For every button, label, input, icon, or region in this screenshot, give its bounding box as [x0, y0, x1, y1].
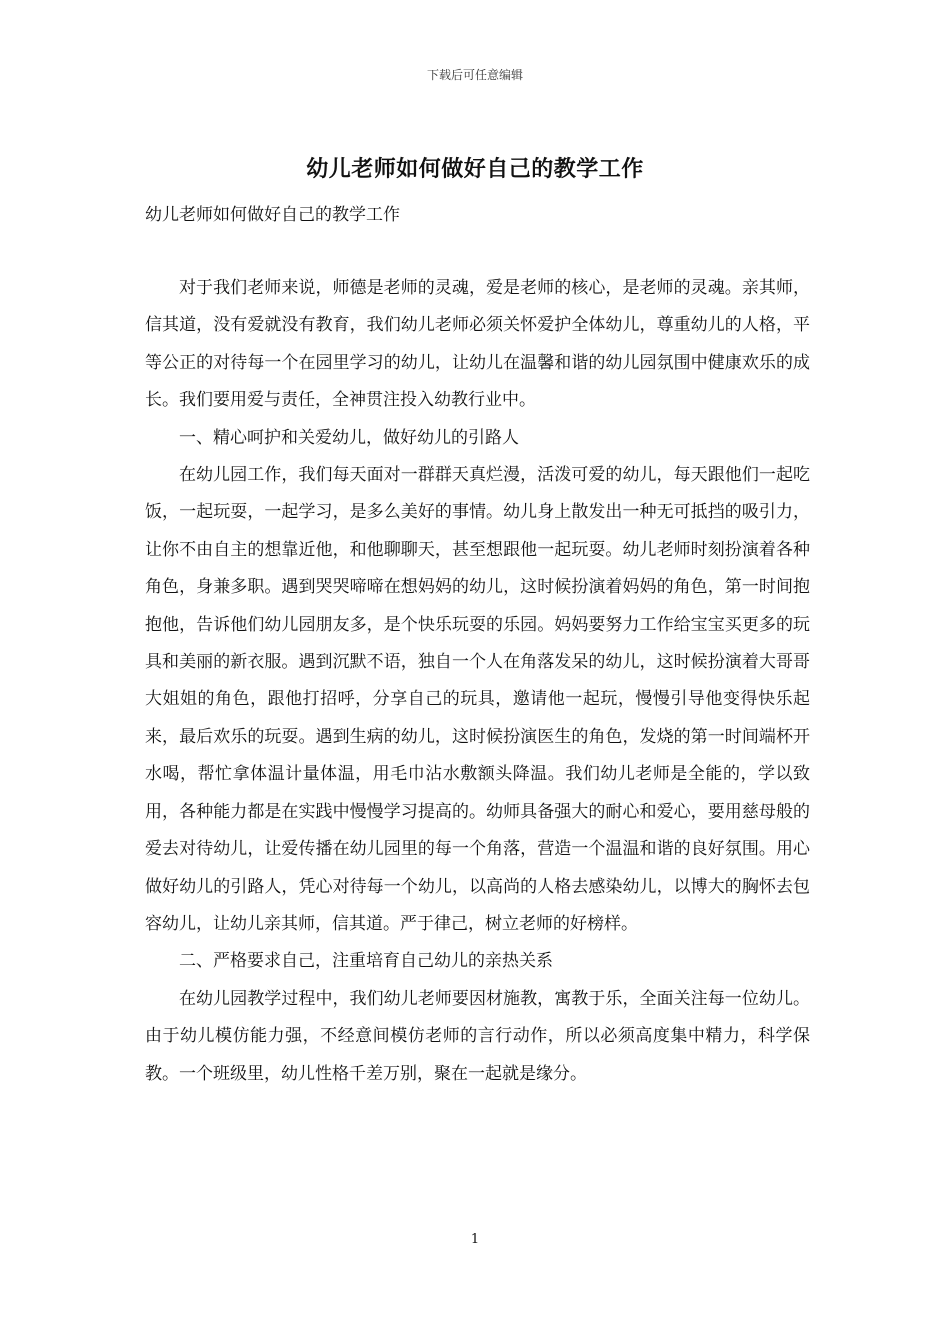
paragraph-section-1: 在幼儿园工作，我们每天面对一群群天真烂漫，活泼可爱的幼儿，每天跟他们一起吃饭，一起玩耍，一起学习，是多么美好的事情。幼儿身上散发出一种无可抵挡的吸引力，让你不由自主的想靠近他，和他聊聊天，甚至想跟他一起玩耍。幼儿老师时刻扮演着各种角色，身兼多职。遇到哭哭啼啼在想妈妈的幼儿，这时候扮演着妈妈的角色，第一时间抱抱他，告诉他们幼儿园朋友多，是个快乐玩耍的乐园。妈妈要努力工作给宝宝买更多的玩具和美丽的新衣服。遇到沉默不语，独自一个人在角落发呆的幼儿，这时候扮演着大哥哥大姐姐的角色，跟他打招呼，分享自己的玩具，邀请他一起玩，慢慢引导他变得快乐起来，最后欢乐的玩耍。遇到生病的幼儿，这时候扮演医生的角色，发烧的第一时间端杯开水喝，帮忙拿体温计量体温，用毛巾沾水敷额头降温。我们幼儿老师是全能的，学以致用，各种能力都是在实践中慢慢学习提高的。幼师具备强大的耐心和爱心，要用慈母般的爱去对待幼儿，让爱传播在幼儿园里的每一个角落，营造一个温温和谐的良好氛围。用心做好幼儿的引路人，凭心对待每一个幼儿，以高尚的人格去感染幼儿，以博大的胸怀去包容幼儿，让幼儿亲其师，信其道。严于律己，树立老师的好榜样。 — [145, 465, 810, 934]
section-heading-2: 二、严格要求自己，注重培育自己幼儿的亲热关系 — [179, 951, 553, 972]
page-number: 1 — [470, 1232, 480, 1247]
document-title: 幼儿老师如何做好自己的教学工作 — [306, 156, 644, 182]
paragraph-intro: 对于我们老师来说，师德是老师的灵魂，爱是老师的核心，是老师的灵魂。亲其师，信其道，没有爱就没有教育，我们幼儿老师必须关怀爱护全体幼儿，尊重幼儿的人格，平等公正的对待每一个在园里学习的幼儿，让幼儿在温馨和谐的幼儿园氛围中健康欢乐的成长。我们要用爱与责任，全神贯注投入幼教行业中。 — [145, 278, 810, 411]
header-note: 下载后可任意编辑 — [426, 68, 523, 82]
document-body — [145, 270, 810, 1093]
paragraph-section-2: 在幼儿园教学过程中，我们幼儿老师要因材施教，寓教于乐，全面关注每一位幼儿。由于幼儿模仿能力强，不经意间模仿老师的言行动作，所以必须高度集中精力，科学保教。一个班级里，幼儿性格千差万别，聚在一起就是缘分。 — [145, 988, 810, 1084]
section-heading-1: 一、精心呵护和关爱幼儿，做好幼儿的引路人 — [179, 427, 519, 448]
document-subtitle: 幼儿老师如何做好自己的教学工作 — [145, 205, 400, 225]
